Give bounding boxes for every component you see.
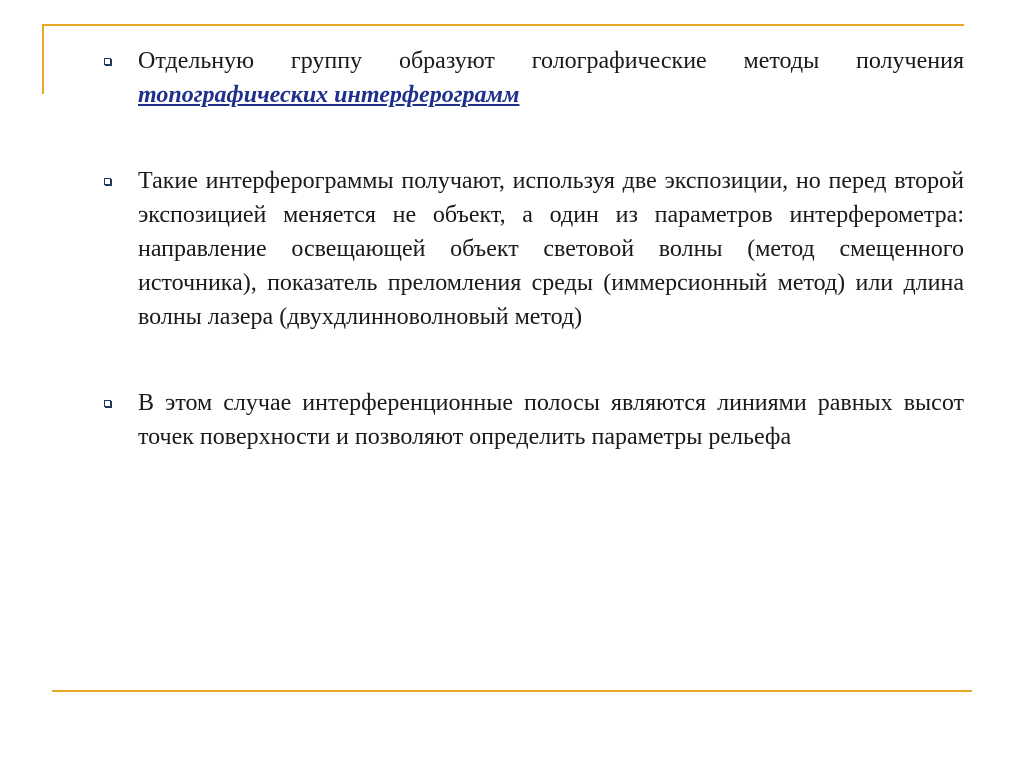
frame-bottom-line — [52, 690, 972, 692]
bullet-item — [138, 164, 964, 334]
square-bullet-icon — [104, 178, 111, 185]
bullet-item — [138, 386, 964, 454]
frame-top-line — [42, 24, 964, 26]
square-bullet-icon — [104, 58, 111, 65]
bullet-text: В этом случае интерференционные полосы являются линиями равных высот точек поверхности и позволяют определить параметры рельефа — [138, 390, 964, 450]
bullet-text: Такие интерферограммы получают, используя две экспозиции, но перед второй экспозицией меняется не объект, а один из параметров интерферометра: направление освещающей объект световой волны (метод смещенного источника), показатель преломления среды (иммерсионный метод) или длина волны лазера (двухдлинноволновый метод) — [138, 168, 964, 330]
topographic-interferograms-link[interactable]: топографических интерферограмм — [138, 82, 520, 108]
bullet-text: Отдельную группу образуют голографические методы получения — [138, 48, 964, 74]
bullet-list — [0, 44, 1024, 454]
bullet-item — [138, 44, 964, 112]
square-bullet-icon — [104, 400, 111, 407]
